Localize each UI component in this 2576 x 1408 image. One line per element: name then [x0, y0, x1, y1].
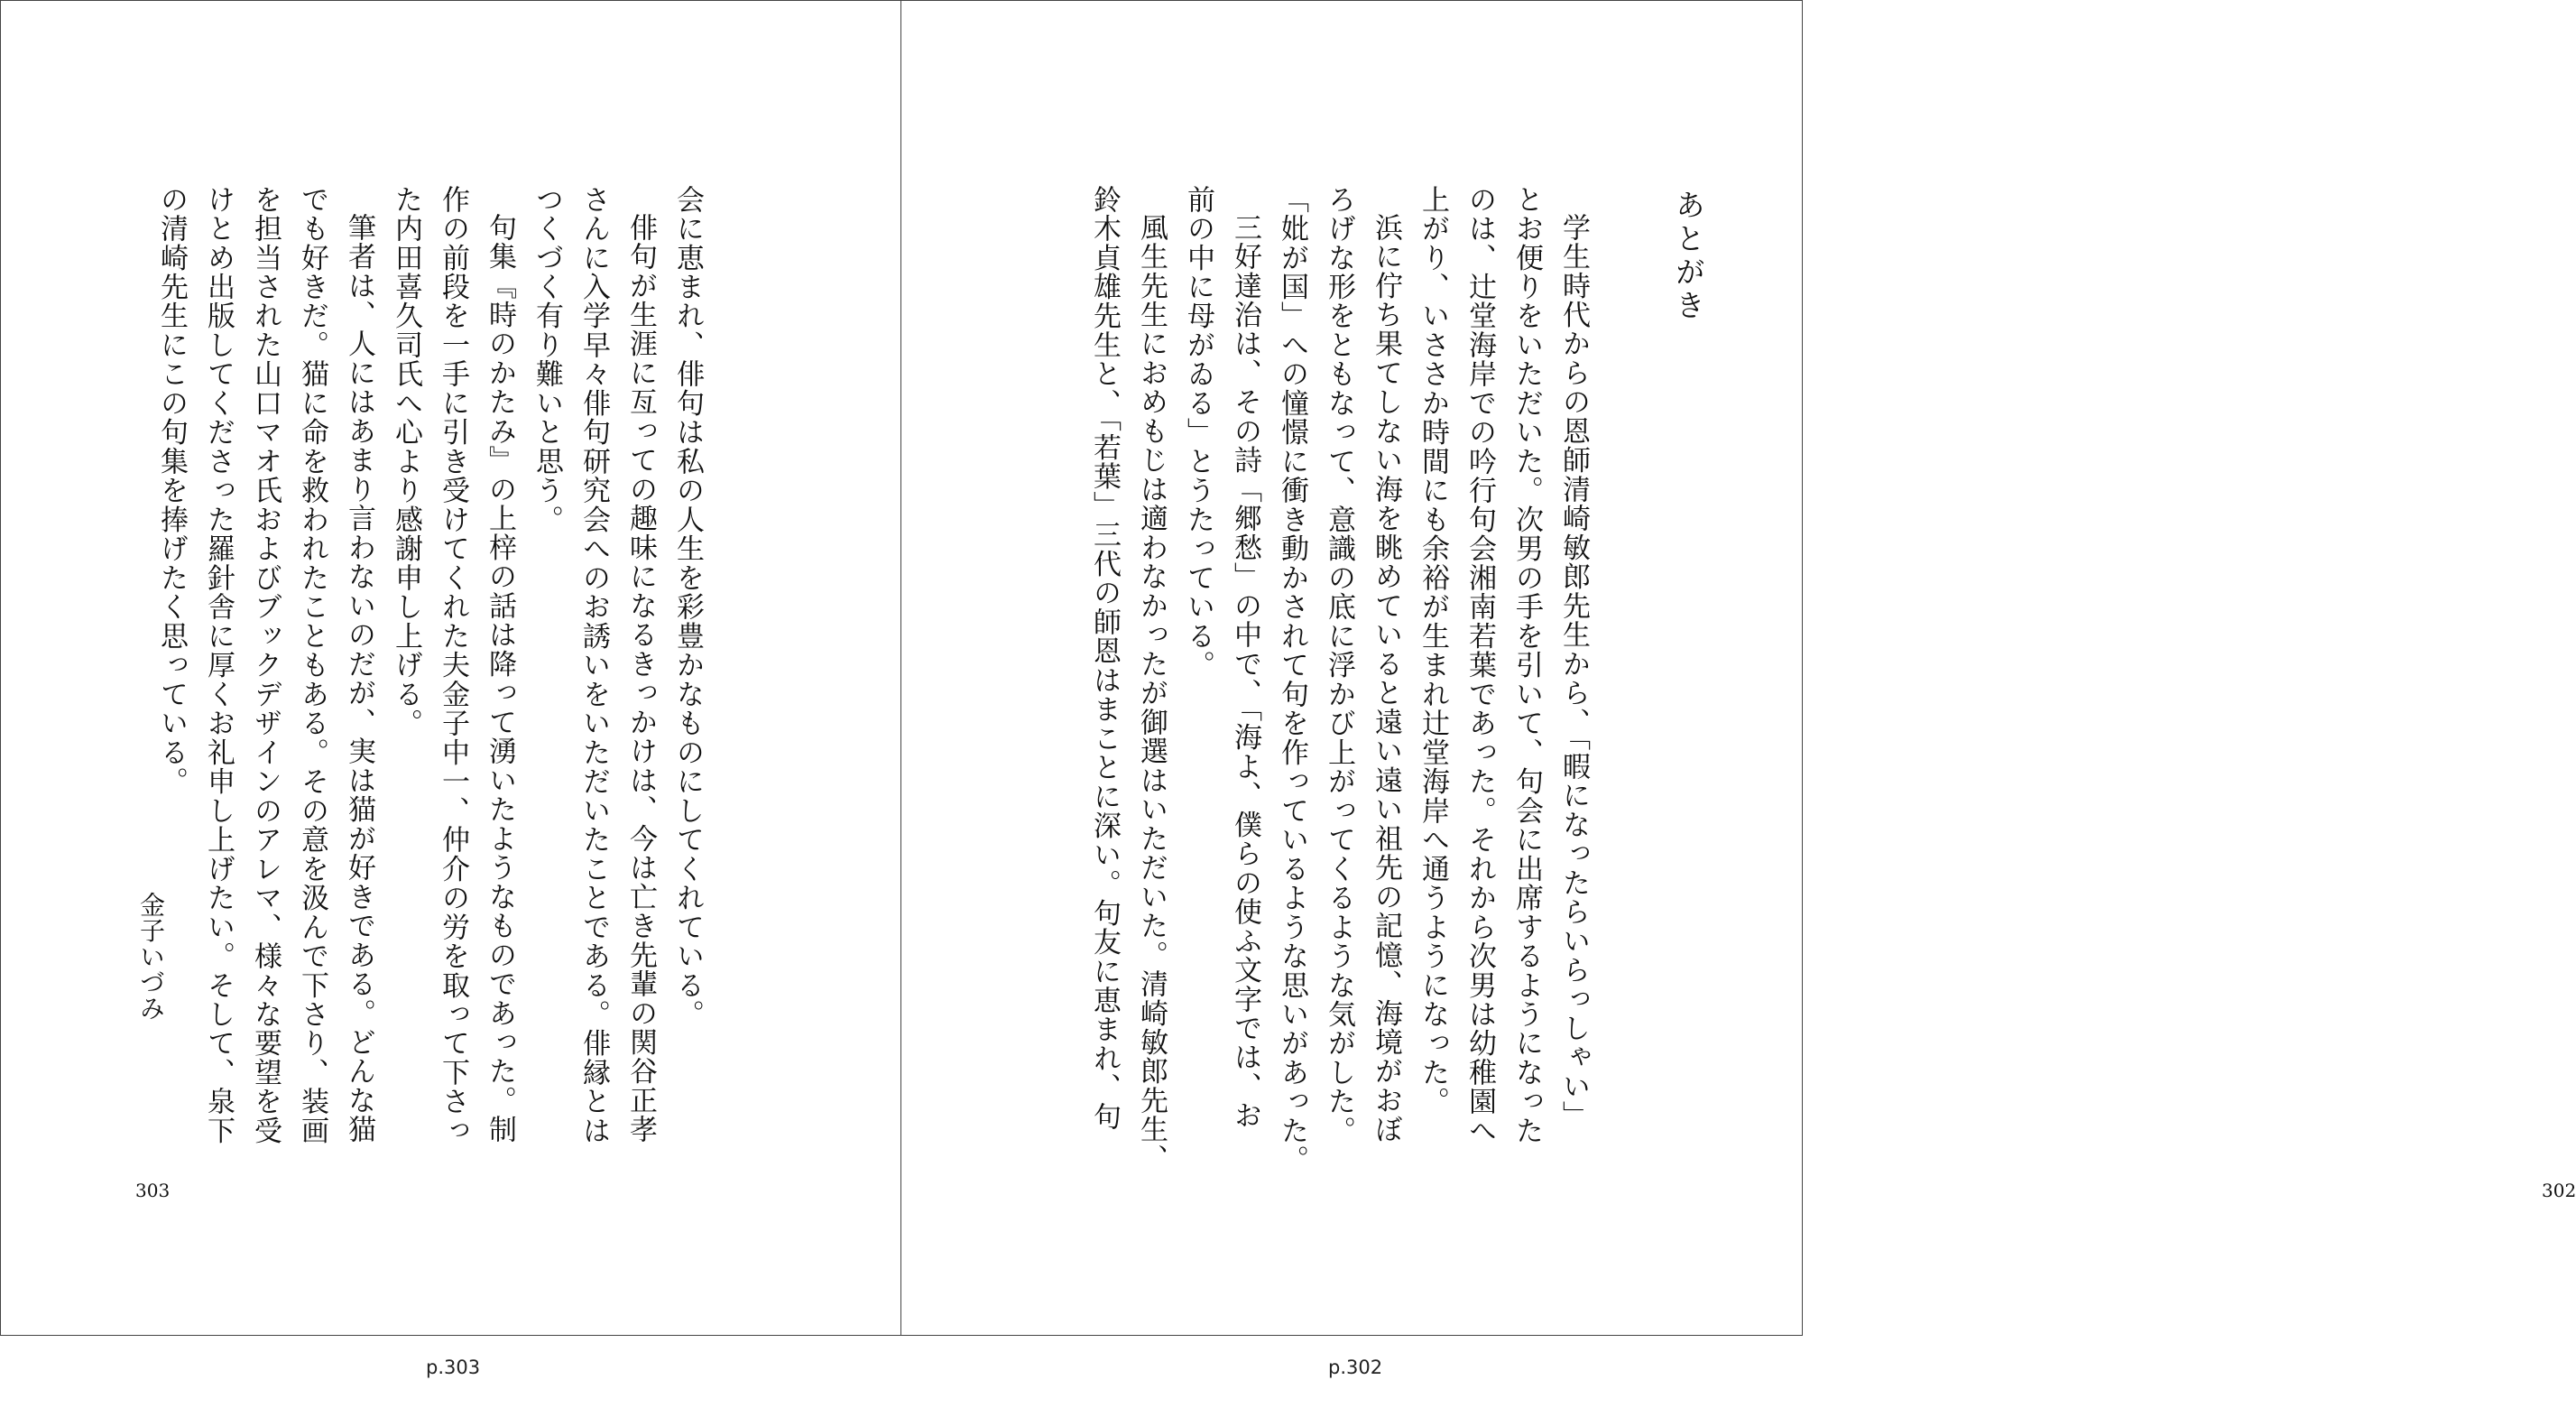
body-line: 浜に佇ち果てしない海を眺めていると遠い遠い祖先の記憶、海境がおぼ	[1370, 213, 1402, 1144]
body-line: けとめ出版してくださった羅針舎に厚くお礼申し上げたい。そして、泉下	[202, 185, 235, 1145]
body-line: 筆者は、人にはあまり言わないのだが、実は猫が好きである。どんな猫	[343, 213, 375, 1144]
body-line: の清崎先生にこの句集を捧げたく思っている。	[155, 185, 188, 797]
body-line: でも好きだ。猫に命を救われたこともある。その意を汲んで下さり、装画	[296, 185, 328, 1145]
page-number: 303	[135, 1180, 171, 1201]
body-line: 上がり、いささか時間にも余裕が生まれ辻堂海岸へ通うようになった。	[1417, 185, 1449, 1116]
page-label-left[interactable]: p.303	[426, 1357, 481, 1378]
body-line: 学生時代からの恩師清崎敏郎先生から、「暇になったらいらっしゃい」	[1557, 213, 1590, 1131]
left-page	[0, 0, 900, 1336]
body-line: 会に恵まれ、俳句は私の人生を彩豊かなものにしてくれている。	[671, 185, 704, 1029]
body-line: つくづく有り難いと思う。	[531, 185, 563, 534]
body-line: 作の前段を一手に引き受けてくれた夫金子中一、仲介の労を取って下さっ	[437, 185, 469, 1145]
page-label-right[interactable]: p.302	[1328, 1357, 1383, 1378]
body-line: ろげな形をともなって、意識の底に浮かび上がってくるような気がした。	[1323, 185, 1355, 1145]
body-line: 風生先生におめもじは適わなかったが御選はいただいた。清崎敏郎先生、	[1135, 213, 1168, 1173]
section-heading: あとがき	[1671, 190, 1706, 323]
body-line: た内田喜久司氏へ心より感謝申し上げる。	[390, 185, 422, 738]
body-line: 俳句が生涯に亙っての趣味になるきっかけは、今は亡き先輩の関谷正孝	[624, 213, 657, 1144]
body-line: のは、辻堂海岸での吟行句会湘南若葉であった。それから次男は幼稚園へ	[1463, 185, 1496, 1145]
body-line: 三好達治は、その詩「郷愁」の中で、「海よ、僕らの使ふ文字では、お	[1229, 213, 1261, 1131]
author-signature: 金子いづみ	[136, 892, 166, 1021]
body-line: さんに入学早々俳句研究会へのお誘いをいただいたことである。俳縁とは	[577, 185, 610, 1145]
body-line: とお便りをいただいた。次男の手を引いて、句会に出席するようになった	[1510, 185, 1543, 1145]
right-page-body	[1081, 185, 1597, 1175]
left-page-body	[148, 185, 711, 1145]
body-line: 鈴木貞雄先生と、「若葉」三代の師恩はまことに深い。句友に恵まれ、句	[1088, 185, 1121, 1132]
right-page	[901, 0, 2576, 1336]
body-line: 前の中に母がゐる」とうたっている。	[1182, 185, 1214, 681]
body-line: 「妣が国」への憧憬に衝き動かされて句を作っているような思いがあった。	[1276, 185, 1308, 1175]
page-number: 302	[2542, 1180, 2576, 1201]
body-line: を担当された山口マオ氏およびブックデザインのアレマ、様々な要望を受	[249, 185, 282, 1145]
body-line: 句集『時のかたみ』の上梓の話は降って湧いたようなものであった。制	[484, 213, 516, 1144]
